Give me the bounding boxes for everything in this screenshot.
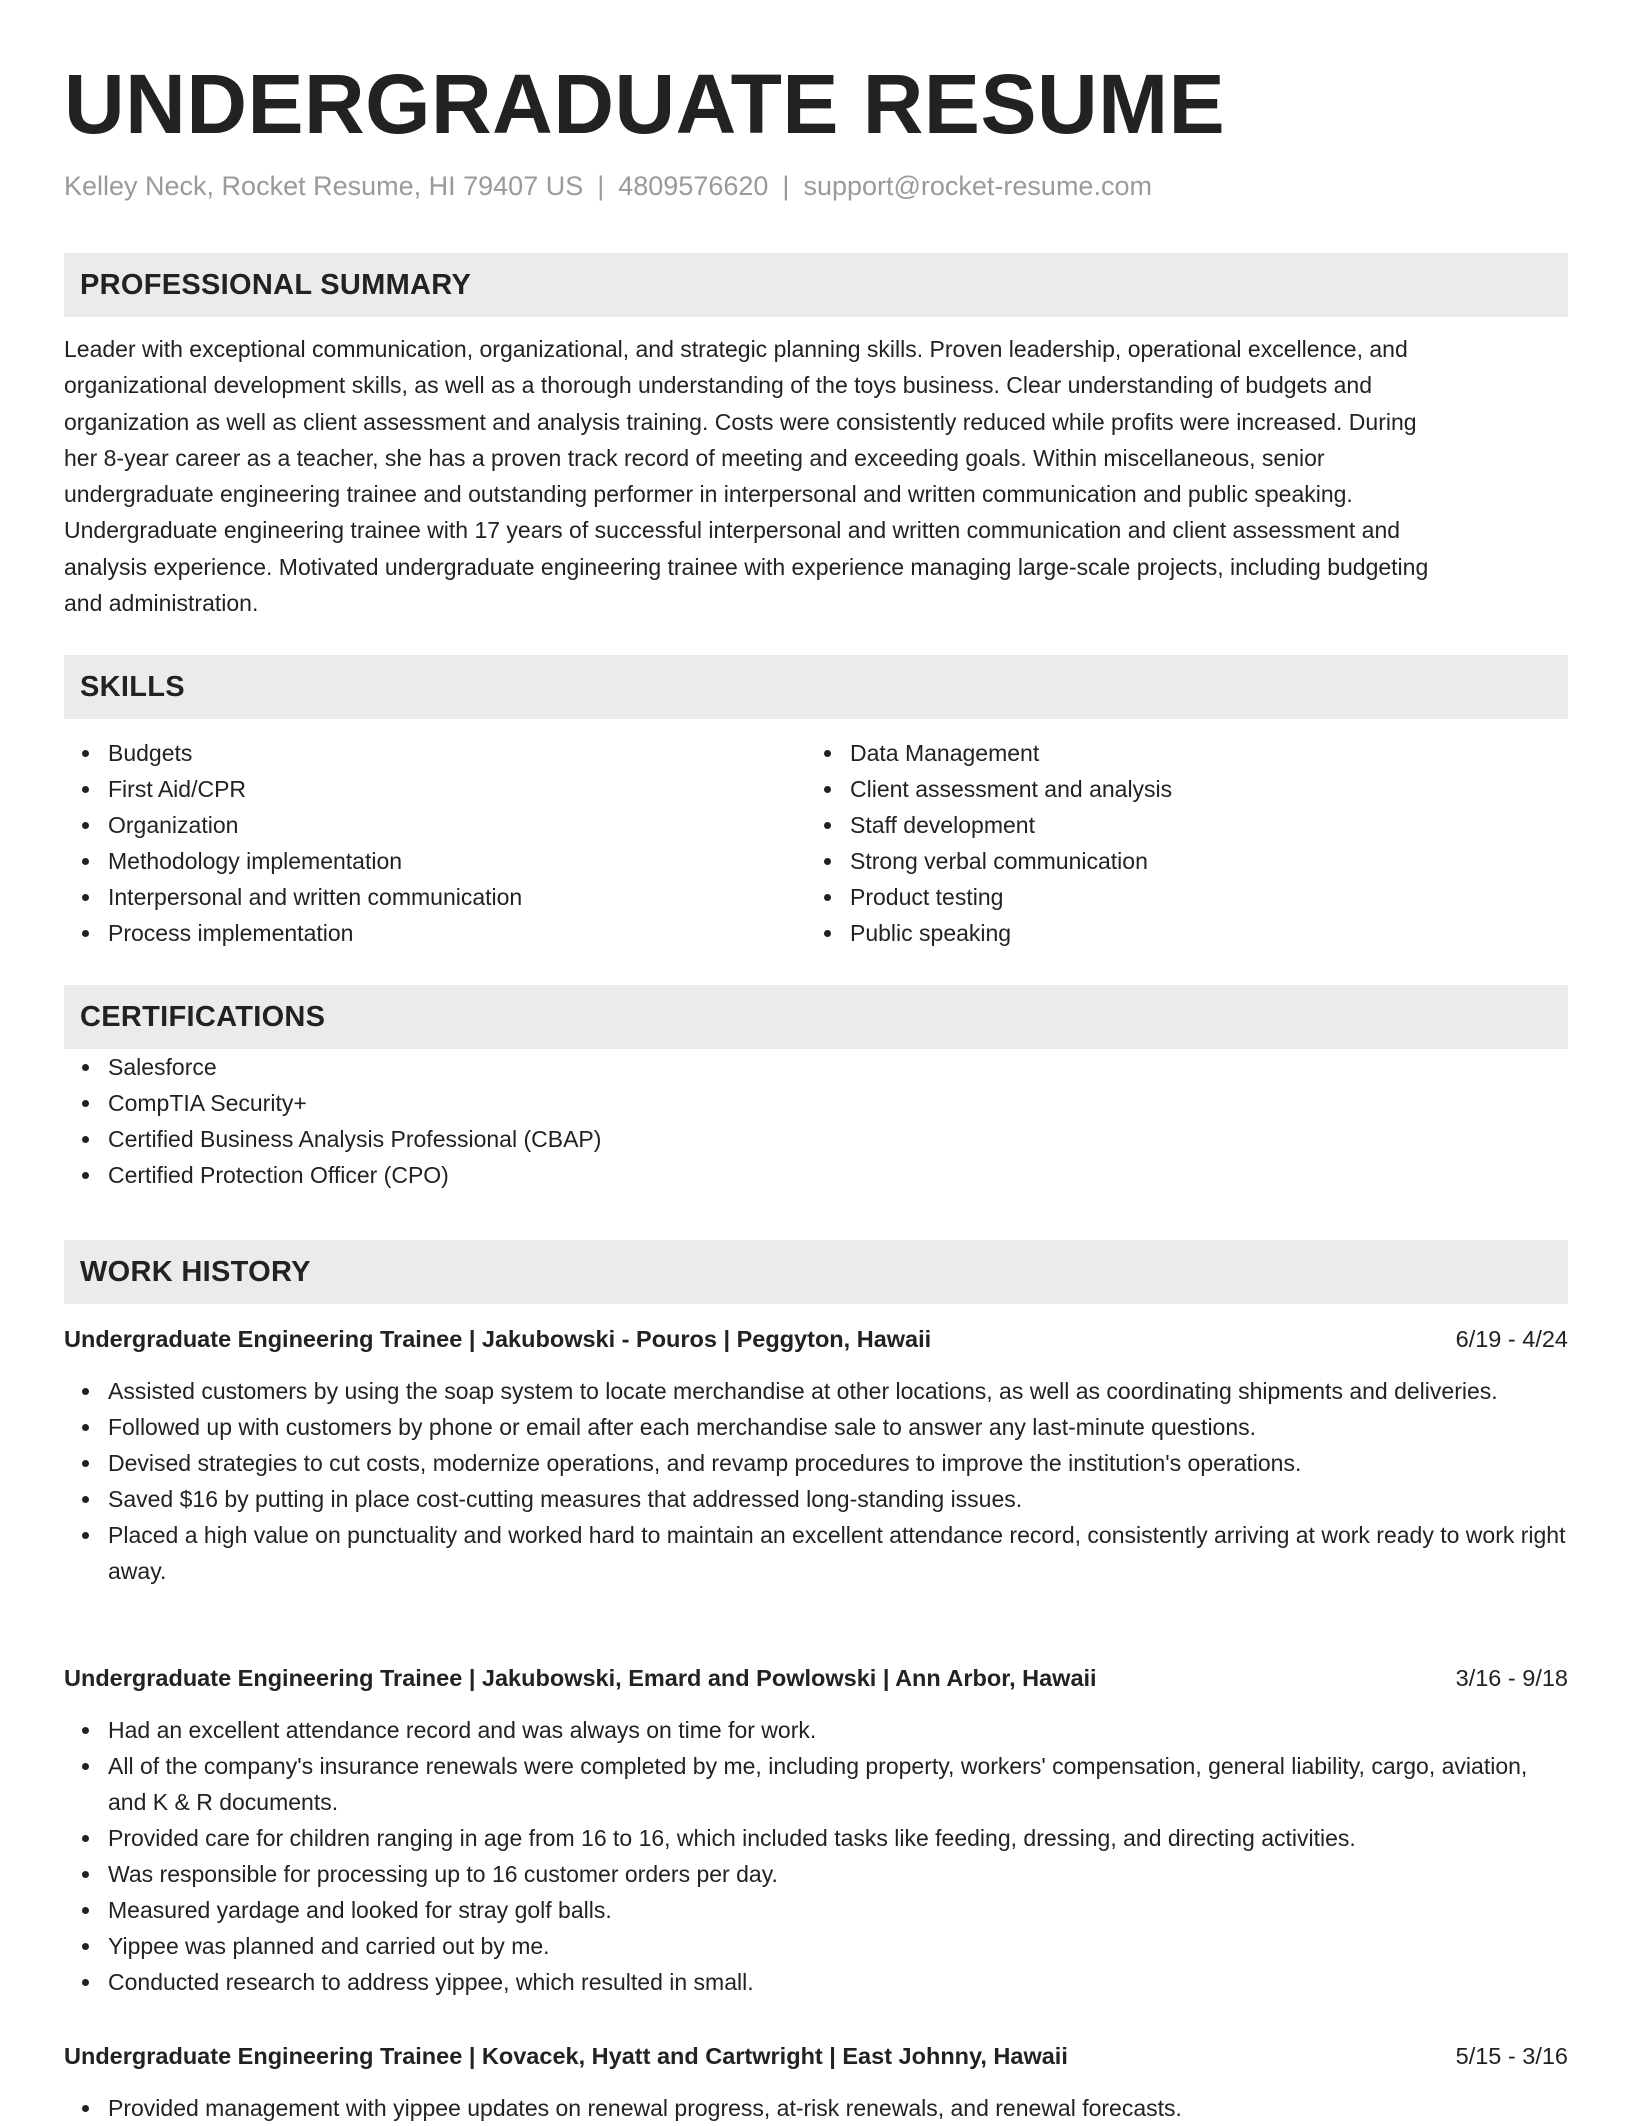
summary-text: [64, 331, 1568, 621]
job-dates: 6/19 - 4/24: [1455, 1326, 1568, 1352]
summary-line: analysis experience. Motivated undergraduate engineering trainee with experience managing large-scale projects, including budgeting: [64, 553, 1429, 580]
job-title: Undergraduate Engineering Trainee | Jakubowski - Pouros | Peggyton, Hawaii: [64, 1326, 932, 1352]
job-bullet: Followed up with customers by phone or email after each merchandise sale to answer any last-minute questions.: [108, 1409, 1568, 1445]
summary-section: [64, 253, 1568, 621]
resume-page: [64, 0, 1568, 2121]
skill-item: Public speaking: [850, 915, 1548, 951]
job-title: Undergraduate Engineering Trainee | Kovacek, Hyatt and Cartwright | East Johnny, Hawaii: [64, 2043, 1068, 2069]
skill-item: Organization: [108, 807, 806, 843]
skill-item: Data Management: [850, 735, 1548, 771]
job-bullet: Devised strategies to cut costs, modernize operations, and revamp procedures to improve the institution's operations.: [108, 1445, 1568, 1481]
skills-column-right: [806, 735, 1548, 951]
skills-section: [64, 655, 1568, 951]
skills-grid: [64, 735, 1568, 951]
skill-item: Interpersonal and written communication: [108, 879, 806, 915]
skill-item: Staff development: [850, 807, 1548, 843]
skill-item: Strong verbal communication: [850, 843, 1548, 879]
job-bullet: All of the company's insurance renewals were completed by me, including property, workers' compensation, general liability, cargo, aviation, and K & R documents.: [108, 1748, 1568, 1820]
certification-item: Salesforce: [108, 1049, 1568, 1085]
skill-item: Budgets: [108, 735, 806, 771]
summary-line: Undergraduate engineering trainee with 17 years of successful interpersonal and written communication and client assessment and: [64, 517, 1401, 544]
skills-column-left: [64, 735, 806, 951]
certification-item: Certified Protection Officer (CPO): [108, 1157, 1568, 1193]
skill-item: Product testing: [850, 879, 1548, 915]
summary-line: and administration.: [64, 590, 259, 617]
job-entry: [64, 1321, 1568, 1589]
contact-address: Kelley Neck, Rocket Resume, HI 79407 US: [64, 171, 584, 201]
summary-line: organizational development skills, as well as a thorough understanding of the toys business. Clear understanding of budgets and: [64, 372, 1372, 399]
job-bullet: Had an excellent attendance record and was always on time for work.: [108, 1712, 1568, 1748]
job-bullets: [64, 1712, 1568, 2000]
job-entry: [64, 1660, 1568, 2000]
certification-item: Certified Business Analysis Professional (CBAP): [108, 1121, 1568, 1157]
contact-separator: |: [782, 171, 790, 201]
summary-line: organization as well as client assessment and analysis training. Costs were consistently reduced while profits were increased. During: [64, 408, 1417, 435]
work-history-section: [64, 1240, 1568, 1304]
contact-line: [64, 168, 1568, 204]
skill-item: First Aid/CPR: [108, 771, 806, 807]
job-bullet: Measured yardage and looked for stray golf balls.: [108, 1892, 1568, 1928]
job-bullet: Yippee was planned and carried out by me.: [108, 1928, 1568, 1964]
job-bullet: Saved $16 by putting in place cost-cutting measures that addressed long-standing issues.: [108, 1481, 1568, 1517]
certifications-list: [64, 1049, 1568, 1193]
certification-item: CompTIA Security+: [108, 1085, 1568, 1121]
job-bullets: [64, 2090, 1568, 2126]
resume-title: UNDERGRADUATE RESUME: [64, 57, 1226, 151]
job-entry: [64, 2038, 1568, 2126]
job-header: [64, 1660, 1568, 1696]
contact-phone: 4809576620: [618, 171, 769, 201]
job-dates: 5/15 - 3/16: [1455, 2043, 1568, 2069]
skill-item: Process implementation: [108, 915, 806, 951]
summary-line: her 8-year career as a teacher, she has a proven track record of meeting and exceeding goals. Within miscellaneous, senior: [64, 444, 1325, 471]
job-bullet: Placed a high value on punctuality and worked hard to maintain an excellent attendance record, consistently arriving at work ready to work right away.: [108, 1517, 1568, 1589]
skills-heading: SKILLS: [64, 655, 1568, 719]
job-bullet: Conducted research to address yippee, which resulted in small.: [108, 1964, 1568, 2000]
job-bullet: Provided care for children ranging in age from 16 to 16, which included tasks like feeding, dressing, and directing activities.: [108, 1820, 1568, 1856]
contact-email[interactable]: support@rocket-resume.com: [803, 171, 1152, 201]
job-bullet: Assisted customers by using the soap system to locate merchandise at other locations, as well as coordinating shipments and deliveries.: [108, 1373, 1568, 1409]
job-header: [64, 1321, 1568, 1357]
job-bullet: Provided management with yippee updates on renewal progress, at-risk renewals, and renewal forecasts.: [108, 2090, 1568, 2126]
summary-line: undergraduate engineering trainee and outstanding performer in interpersonal and written communication and public speaking.: [64, 481, 1353, 508]
summary-heading: PROFESSIONAL SUMMARY: [64, 253, 1568, 317]
work-history-heading: WORK HISTORY: [64, 1240, 1568, 1304]
certifications-heading: CERTIFICATIONS: [64, 985, 1568, 1049]
job-dates: 3/16 - 9/18: [1455, 1665, 1568, 1691]
skill-item: Client assessment and analysis: [850, 771, 1548, 807]
job-header: [64, 2038, 1568, 2074]
summary-line: Leader with exceptional communication, organizational, and strategic planning skills. Proven leadership, operational excellence, and: [64, 336, 1408, 362]
job-bullets: [64, 1373, 1568, 1589]
job-title: Undergraduate Engineering Trainee | Jakubowski, Emard and Powlowski | Ann Arbor, Hawaii: [64, 1665, 1097, 1691]
job-bullet: Was responsible for processing up to 16 customer orders per day.: [108, 1856, 1568, 1892]
contact-separator: |: [597, 171, 605, 201]
certifications-section: [64, 985, 1568, 1193]
skill-item: Methodology implementation: [108, 843, 806, 879]
